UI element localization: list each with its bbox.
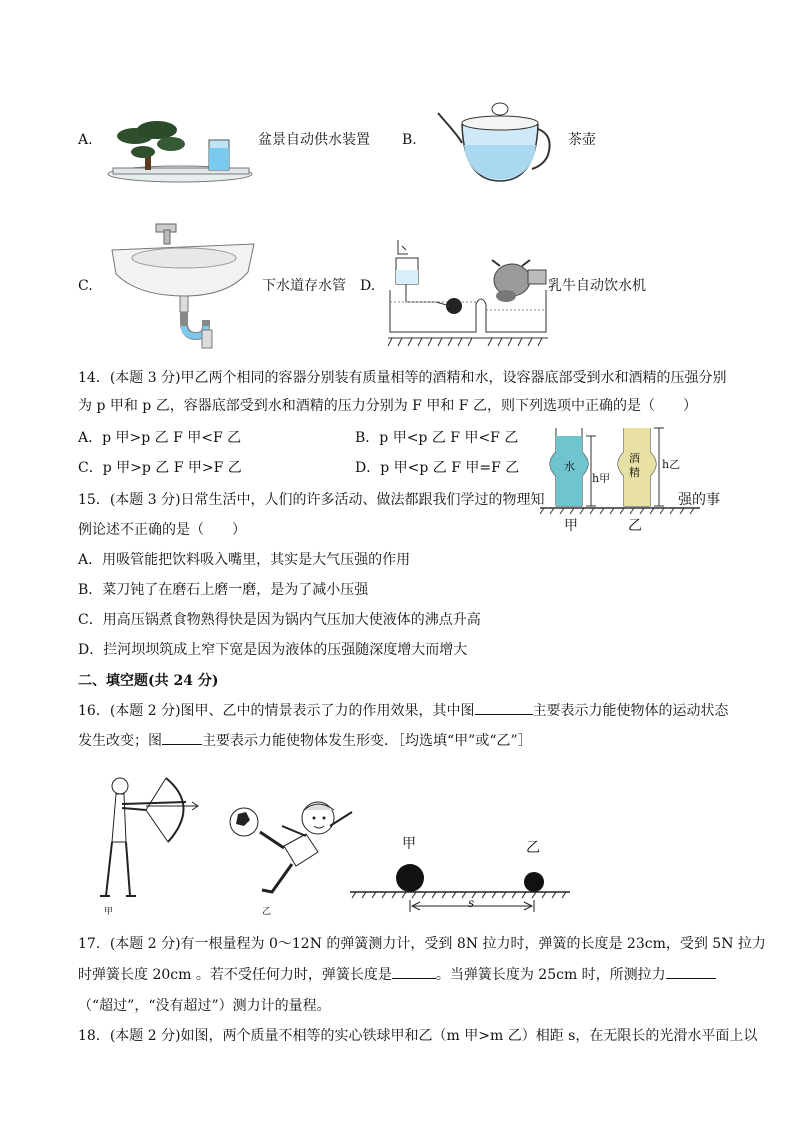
alcohol-label-1: 酒 bbox=[629, 452, 640, 465]
q17-line2-b: 。当弹簧长度为 25cm 时，所测拉力 bbox=[435, 967, 666, 983]
container-label-2: 乙 bbox=[628, 518, 642, 534]
q14-line1: 14．(本题 3 分)甲乙两个相同的容器分别装有质量相等的酒精和水，设容器底部受到水和酒精的压强分别 bbox=[78, 370, 727, 386]
container-label-1: 甲 bbox=[564, 518, 578, 534]
distance-label: s bbox=[468, 896, 475, 910]
option-b-caption: 茶壶 bbox=[568, 132, 596, 148]
q16-line1-a: 16．(本题 2 分)图甲、乙中的情景表示了力的作用效果，其中图 bbox=[78, 703, 475, 719]
option-b-letter: B. bbox=[402, 132, 417, 148]
q16-line2 bbox=[78, 730, 532, 751]
soccer-label: 乙 bbox=[262, 907, 272, 917]
archer-label: 甲 bbox=[104, 907, 114, 917]
q17-line1: 17．(本题 2 分)有一根量程为 0～12N 的弹簧测力计，受到 8N 拉力时，弹簧的长度是 23cm，受到 5N 拉力 bbox=[78, 936, 766, 952]
option-d-caption: 乳牛自动饮水机 bbox=[548, 278, 646, 294]
q15-option-b: B．菜刀钝了在磨石上磨一磨，是为了减小压强 bbox=[78, 582, 369, 598]
section-heading: 二、填空题(共 24 分) bbox=[78, 673, 219, 689]
water-label: 水 bbox=[564, 460, 575, 473]
ball-label-1: 甲 bbox=[402, 836, 416, 852]
bonsai-image bbox=[105, 118, 255, 184]
q17-line2 bbox=[78, 964, 716, 985]
sink-image bbox=[108, 222, 258, 348]
q14-option-a: A．p 甲>p 乙 F 甲<F 乙 bbox=[78, 430, 242, 446]
option-c-caption: 下水道存水管 bbox=[262, 278, 346, 294]
q15-option-c: C．用高压锅煮食物熟得快是因为锅内气压加大使液体的沸点升高 bbox=[78, 612, 481, 628]
option-a-caption: 盆景自动供水装置 bbox=[258, 132, 370, 148]
alcohol-label-2: 精 bbox=[629, 466, 640, 479]
q15-option-d: D．拦河坝坝筑成上窄下宽是因为液体的压强随深度增大而增大 bbox=[78, 642, 468, 658]
q14-option-c: C．p 甲>p 乙 F 甲>F 乙 bbox=[78, 460, 242, 476]
q17-line3: （“超过”，“没有超过”）测力计的量程。 bbox=[78, 998, 331, 1014]
cow-drinker-image bbox=[388, 240, 548, 348]
q14-line2: 为 p 甲和 p 乙，容器底部受到水和酒精的压力分别为 F 甲和 F 乙，则下列选项中正确的是（ ） bbox=[78, 398, 697, 414]
q18-line1: 18．(本题 2 分)如图，两个质量不相等的实心铁球甲和乙（m 甲>m 乙）相距 s，在无限长的光滑水平面上以 bbox=[78, 1028, 758, 1044]
q16-line1-b: 主要表示力能使物体的运动状态 bbox=[532, 703, 729, 719]
q16-line1 bbox=[78, 700, 729, 721]
option-a-letter: A. bbox=[78, 132, 93, 148]
q15-line2: 例论述不正确的是（ ） bbox=[78, 522, 246, 538]
q17-line2-a: 时弹簧长度 20cm 。若不受任何力时，弹簧长度是 bbox=[78, 967, 392, 983]
soccer-kid-image bbox=[222, 796, 362, 900]
q16-blank-1[interactable] bbox=[475, 700, 533, 715]
two-balls-figure bbox=[350, 848, 570, 916]
q16-blank-2[interactable] bbox=[162, 730, 202, 745]
archer-image bbox=[86, 772, 206, 902]
q14-option-d: D．p 甲<p 乙 F 甲=F 乙 bbox=[355, 460, 520, 476]
q14-option-b: B．p 甲<p 乙 F 甲<F 乙 bbox=[355, 430, 519, 446]
option-d-letter: D. bbox=[360, 278, 376, 294]
q16-line2-a: 发生改变；图 bbox=[78, 733, 162, 749]
ball-label-2: 乙 bbox=[526, 840, 540, 856]
h2-label: h乙 bbox=[662, 458, 681, 471]
q15-line1-left: 15．(本题 3 分)日常生活中，人们的许多活动、做法都跟我们学过的物理知 bbox=[78, 492, 545, 508]
q16-line2-b: 主要表示力能使物体发生形变．［均选填“甲”或“乙”］ bbox=[202, 733, 532, 749]
q17-blank-1[interactable] bbox=[392, 964, 436, 979]
h1-label: h甲 bbox=[592, 472, 611, 485]
q15-line1-right: 强的事 bbox=[678, 492, 720, 508]
q15-option-a: A．用吸管能把饮料吸入嘴里，其实是大气压强的作用 bbox=[78, 552, 411, 568]
option-c-letter: C. bbox=[78, 278, 93, 294]
q17-blank-2[interactable] bbox=[666, 964, 716, 979]
teapot-image bbox=[428, 95, 553, 187]
